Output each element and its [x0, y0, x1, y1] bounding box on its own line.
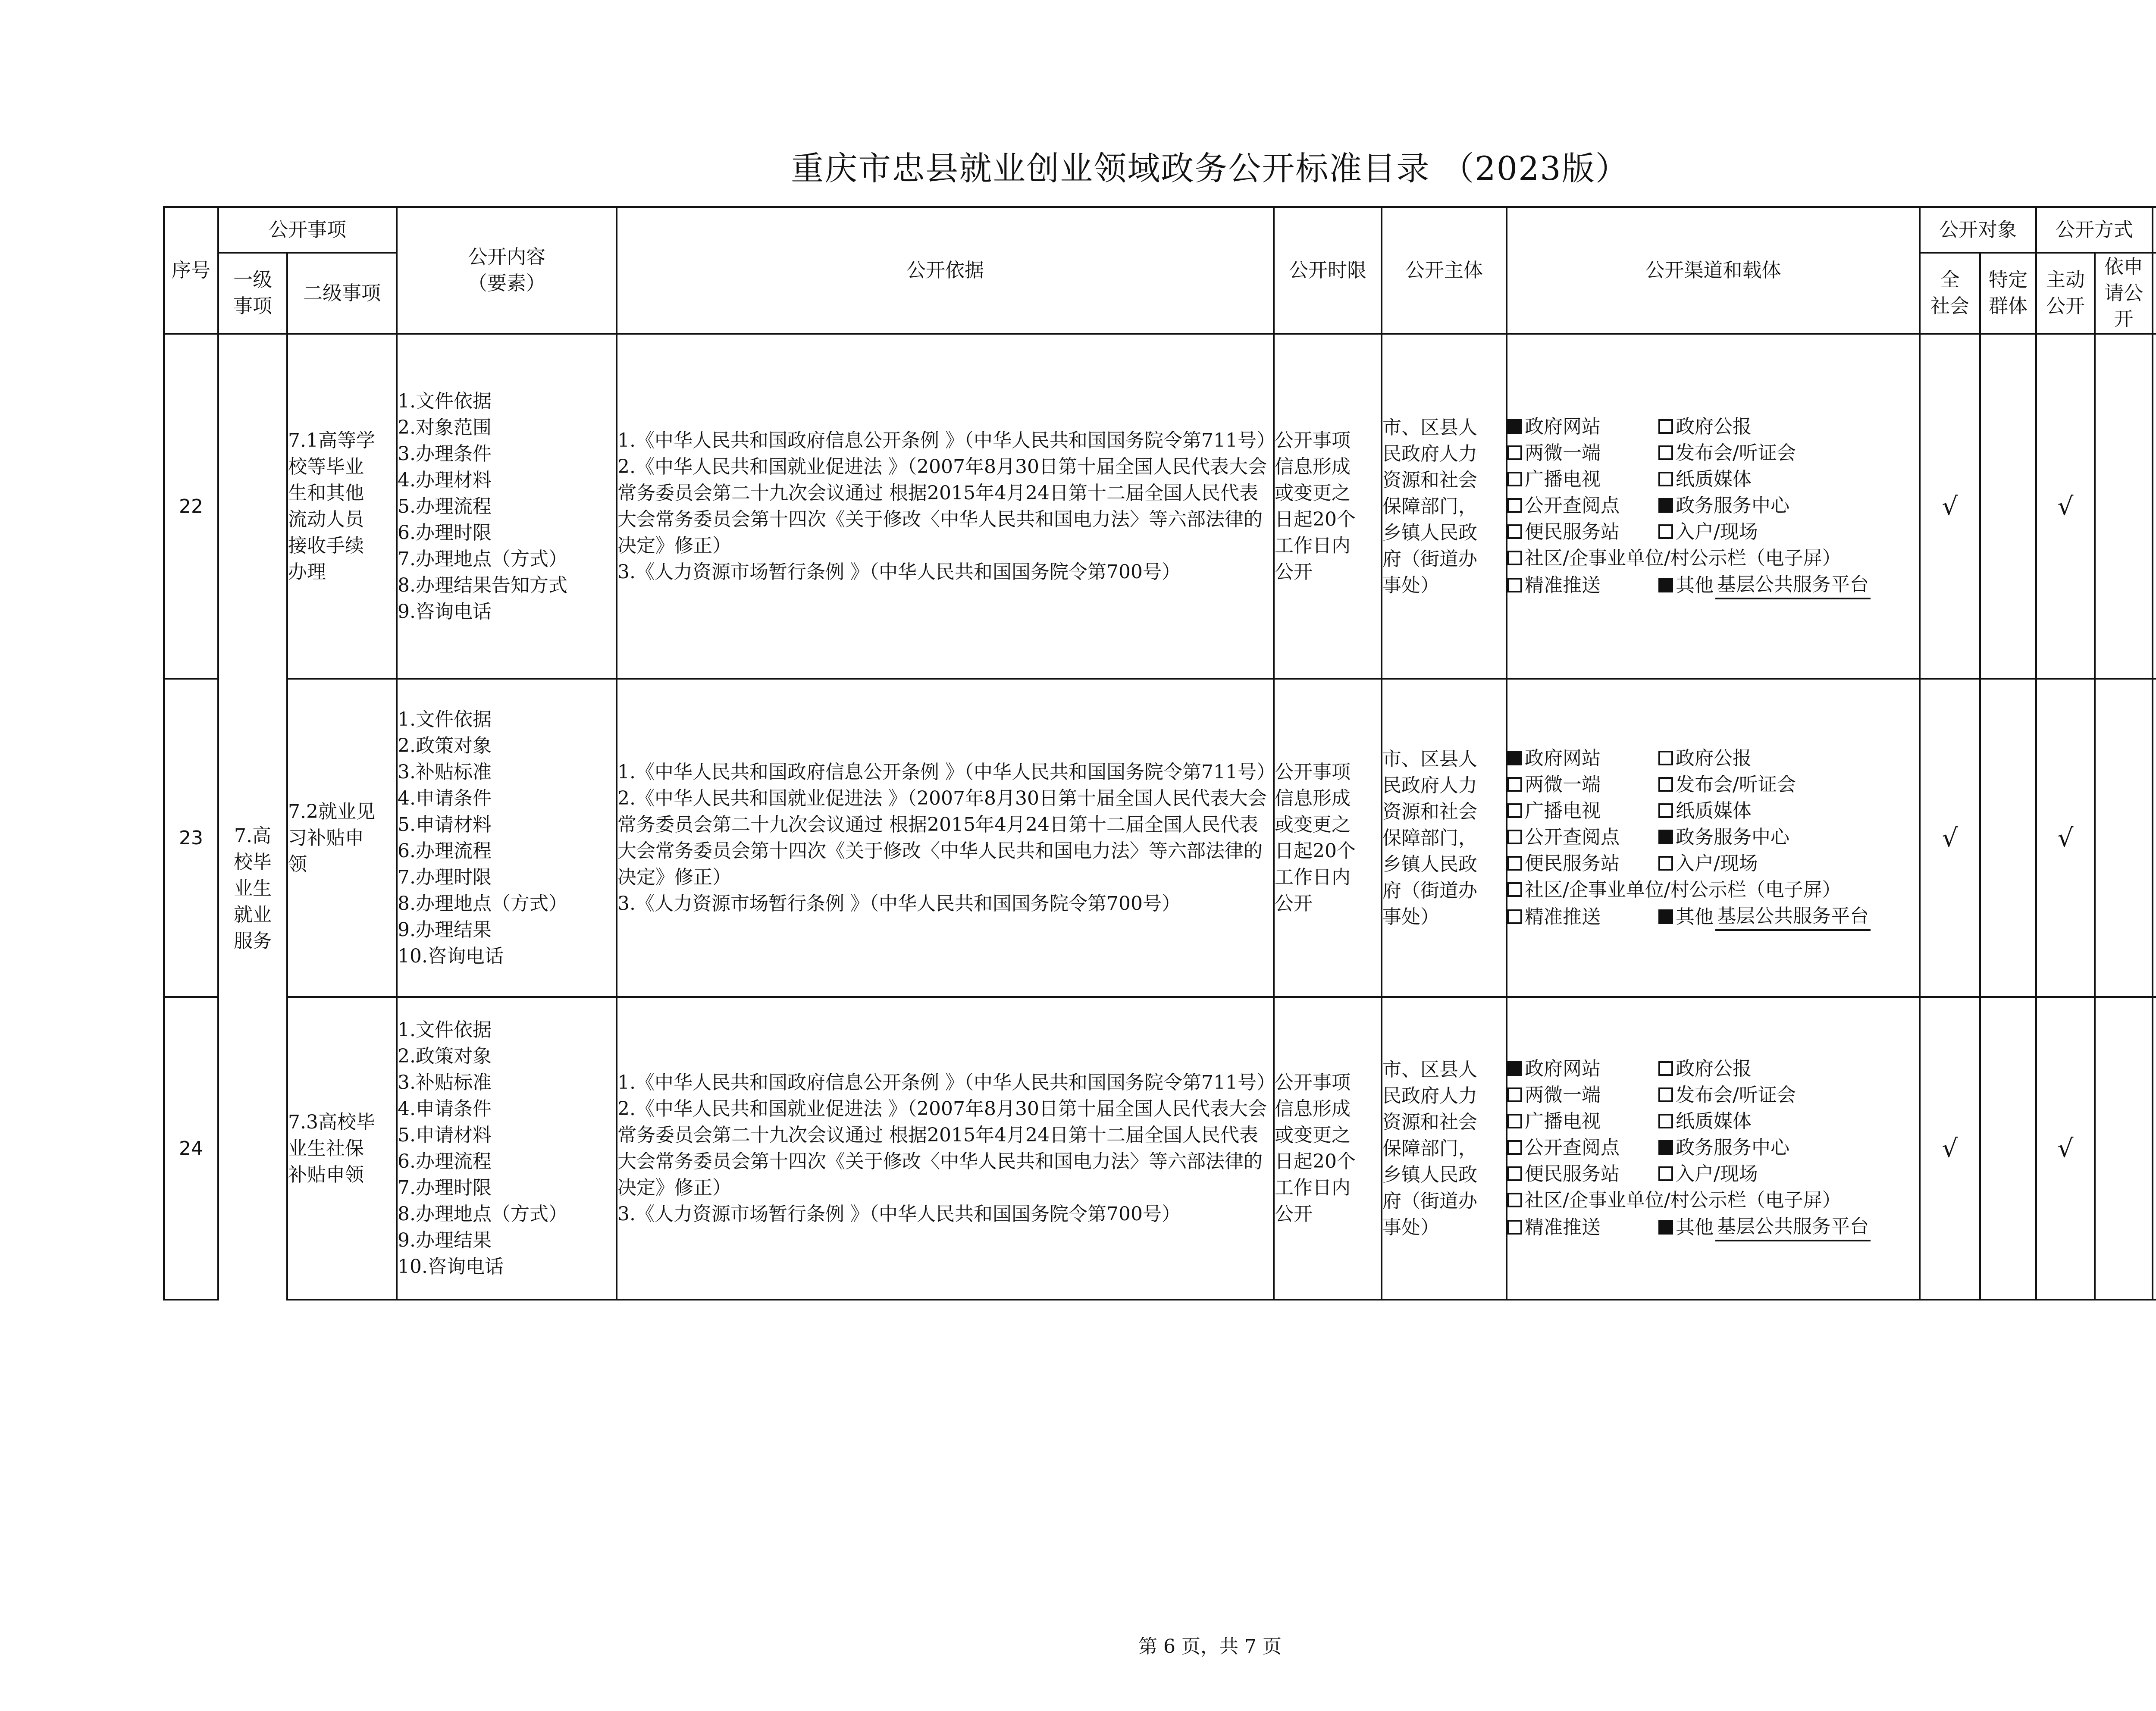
channel-option	[1658, 745, 1752, 771]
header-channel: 公开渠道和载体	[1507, 207, 1920, 334]
line: 2.政策对象	[398, 735, 492, 757]
channel-row	[1507, 414, 1919, 440]
line: 1.《中华人民共和国政府信息公开条例 》（中华人民共和国国务院令第711号）	[617, 1072, 1275, 1094]
line: 工作日内	[1275, 535, 1351, 557]
channel-row	[1507, 466, 1919, 492]
unchecked-box-icon	[1507, 909, 1522, 924]
line: 或变更之	[1275, 482, 1351, 504]
channel-label: 社区/企事业单位/村公示栏（电子屏）	[1525, 547, 1841, 569]
channel-label: 发布会/听证会	[1676, 442, 1796, 464]
method-active-mark: √	[2036, 997, 2095, 1300]
line: 信息形成	[1275, 1098, 1351, 1120]
channel-option	[1507, 1056, 1658, 1082]
line: 日起20个	[1275, 1150, 1356, 1172]
unchecked-box-icon	[1658, 1166, 1673, 1181]
channel-option	[1658, 466, 1752, 492]
channel-label: 精准推送	[1525, 1216, 1601, 1238]
line: 2.对象范围	[398, 416, 492, 439]
checked-box-icon	[1507, 1061, 1522, 1076]
channel-label: 其他	[1676, 574, 1714, 596]
channel-label: 其他	[1676, 1216, 1714, 1238]
line: 市、区县人	[1382, 1058, 1478, 1081]
line: 事处）	[1382, 906, 1440, 928]
checked-box-icon	[1658, 1140, 1673, 1155]
level2-item	[287, 679, 397, 997]
channel-row	[1507, 850, 1919, 877]
channel-option	[1658, 903, 1871, 931]
unchecked-box-icon	[1507, 1193, 1522, 1207]
channel-label: 两微一端	[1525, 773, 1601, 796]
header-method-request: 依申 请公 开	[2095, 253, 2153, 334]
header-level-county	[2153, 253, 2156, 334]
line: 市、区县人	[1382, 416, 1478, 439]
line: 府（街道办	[1382, 1190, 1478, 1212]
channel-row	[1507, 440, 1919, 466]
line: 2.政策对象	[398, 1045, 492, 1067]
channel-row	[1507, 1108, 1919, 1134]
channel-option	[1507, 492, 1658, 519]
line: 信息形成	[1275, 787, 1351, 809]
line: 民政府人力	[1382, 774, 1478, 796]
channel-row	[1507, 771, 1919, 798]
level-county-mark	[2153, 997, 2156, 1300]
line: 10.咨询电话	[398, 945, 504, 967]
header-content: 公开内容 （要素）	[397, 207, 617, 334]
header-item-level2: 二级事项	[287, 253, 397, 334]
header-method-group: 公开方式	[2036, 207, 2153, 253]
channel-row	[1507, 519, 1919, 545]
target-specific-mark	[1980, 679, 2036, 997]
line: 府（街道办	[1382, 548, 1478, 570]
line: 就业	[234, 903, 272, 926]
channel-option	[1507, 440, 1658, 466]
unchecked-box-icon	[1507, 1166, 1522, 1181]
checked-box-icon	[1507, 419, 1522, 434]
channel-row	[1507, 1161, 1919, 1187]
line: 7.办理地点（方式）	[398, 548, 567, 570]
header-item-level1: 一级 事项	[218, 253, 287, 334]
line: 保障部门，	[1382, 1137, 1478, 1159]
header-subject: 公开主体	[1382, 207, 1507, 334]
level2-item	[287, 997, 397, 1300]
channel-row	[1507, 824, 1919, 850]
line: 7.2就业见	[288, 800, 375, 823]
channel-label: 便民服务站	[1525, 852, 1620, 874]
unchecked-box-icon	[1507, 445, 1522, 460]
line: 日起20个	[1275, 508, 1356, 530]
subject	[1382, 334, 1507, 679]
channel-option	[1507, 850, 1658, 877]
channel-option	[1507, 798, 1658, 824]
header-level-group	[2153, 207, 2156, 253]
method-request-mark	[2095, 997, 2153, 1300]
table-row	[164, 679, 2156, 997]
line: 公开	[1275, 1203, 1313, 1225]
channel-option	[1507, 466, 1658, 492]
channel-label: 两微一端	[1525, 442, 1601, 464]
line: 事处）	[1382, 574, 1440, 596]
channel-option	[1658, 1082, 1796, 1108]
line: 事处）	[1382, 1216, 1440, 1238]
channel-label: 入户/现场	[1676, 1163, 1758, 1185]
line: 3.《人力资源市场暂行条例 》（中华人民共和国国务院令第700号）	[617, 561, 1181, 583]
line: 4.办理材料	[398, 469, 492, 491]
line: 日起20个	[1275, 840, 1356, 862]
line: 3.《人力资源市场暂行条例 》（中华人民共和国国务院令第700号）	[617, 893, 1181, 915]
line: 补贴申领	[288, 1163, 364, 1186]
channel-label: 政务服务中心	[1676, 826, 1790, 848]
line: 流动人员	[288, 508, 364, 530]
channel-label: 广播电视	[1525, 1110, 1601, 1132]
checked-box-icon	[1507, 751, 1522, 765]
line: 4.申请条件	[398, 1098, 492, 1120]
line: 10.咨询电话	[398, 1256, 504, 1278]
line: 乡镇人民政	[1382, 521, 1478, 544]
channel-option	[1658, 492, 1789, 519]
channel-label: 政府公报	[1676, 747, 1752, 769]
unchecked-box-icon	[1658, 419, 1673, 434]
channel-option	[1507, 1134, 1658, 1161]
method-active-mark: √	[2036, 679, 2095, 997]
unchecked-box-icon	[1507, 578, 1522, 592]
unchecked-box-icon	[1507, 777, 1522, 792]
line: 公开事项	[1275, 429, 1351, 451]
channel-label: 其他	[1676, 906, 1714, 928]
line: 业生社保	[288, 1137, 364, 1159]
target-specific-mark	[1980, 997, 2036, 1300]
line: 市、区县人	[1382, 748, 1478, 770]
channel-label: 政务服务中心	[1676, 494, 1790, 517]
header-target-specific: 特定 群体	[1980, 253, 2036, 334]
header-seq: 序号	[164, 207, 218, 334]
channel-option	[1507, 771, 1658, 798]
channel-row	[1507, 1056, 1919, 1082]
unchecked-box-icon	[1658, 803, 1673, 818]
channel-label: 政府网站	[1525, 415, 1601, 438]
row-number: 22	[164, 334, 218, 679]
channel-row	[1507, 492, 1919, 519]
channel-option	[1658, 1161, 1758, 1187]
line: 1.《中华人民共和国政府信息公开条例 》（中华人民共和国国务院令第711号）	[617, 429, 1275, 451]
channel-option	[1507, 1082, 1658, 1108]
line: 生和其他	[288, 482, 364, 504]
unchecked-box-icon	[1507, 803, 1522, 818]
row-number: 24	[164, 997, 218, 1300]
line: 资源和社会	[1382, 800, 1478, 823]
subject	[1382, 679, 1507, 997]
channel-label: 便民服务站	[1525, 520, 1620, 543]
channel-label: 精准推送	[1525, 574, 1601, 596]
line: 公开	[1275, 561, 1313, 583]
line: 资源和社会	[1382, 1111, 1478, 1133]
channel-row	[1507, 1082, 1919, 1108]
line: 3.补贴标准	[398, 761, 492, 783]
channel-label: 公开查阅点	[1525, 1136, 1620, 1159]
channel-row	[1507, 745, 1919, 771]
unchecked-box-icon	[1658, 445, 1673, 460]
channel-option	[1658, 440, 1796, 466]
line: 资源和社会	[1382, 469, 1478, 491]
line: 服务	[234, 930, 272, 952]
line: 6.办理流程	[398, 1150, 492, 1172]
line: 府（街道办	[1382, 879, 1478, 902]
unchecked-box-icon	[1507, 830, 1522, 844]
method-request-mark	[2095, 679, 2153, 997]
method-active-mark: √	[2036, 334, 2095, 679]
line: 乡镇人民政	[1382, 1163, 1478, 1186]
line: 7.3高校毕	[288, 1111, 375, 1133]
line: 办理	[288, 561, 326, 583]
channel-label: 两微一端	[1525, 1084, 1601, 1106]
catalog-table	[163, 206, 2156, 1300]
basis	[617, 334, 1274, 679]
time-limit	[1274, 997, 1382, 1300]
header-method-active: 主动 公开	[2036, 253, 2095, 334]
header-target-group: 公开对象	[1920, 207, 2036, 253]
table-row	[164, 334, 2156, 679]
unchecked-box-icon	[1658, 1114, 1673, 1128]
line: 校等毕业	[288, 456, 364, 478]
unchecked-box-icon	[1507, 1220, 1522, 1235]
line: 1.文件依据	[398, 1019, 492, 1041]
channel-option	[1658, 798, 1752, 824]
line: 或变更之	[1275, 814, 1351, 836]
line: 9.办理结果	[398, 1229, 492, 1251]
content-elements	[397, 679, 617, 997]
line: 8.办理地点（方式）	[398, 893, 567, 915]
line: 校毕	[234, 851, 272, 873]
channels	[1507, 334, 1920, 679]
header-time-limit: 公开时限	[1274, 207, 1382, 334]
page-title: 重庆市忠县就业创业领域政务公开标准目录 （2023版）	[791, 149, 1629, 188]
channel-option	[1507, 1161, 1658, 1187]
unchecked-box-icon	[1658, 1061, 1673, 1076]
line: 7.高	[234, 824, 271, 847]
line: 业生	[234, 877, 272, 899]
unchecked-box-icon	[1507, 882, 1522, 897]
checked-box-icon	[1658, 578, 1673, 592]
line: 5.办理流程	[398, 495, 492, 517]
channel-option	[1507, 903, 1658, 931]
unchecked-box-icon	[1507, 551, 1522, 565]
channel-option	[1507, 877, 1841, 903]
line: 3.办理条件	[398, 442, 492, 465]
method-request-mark	[2095, 334, 2153, 679]
unchecked-box-icon	[1658, 1087, 1673, 1102]
target-all-mark: √	[1920, 997, 1980, 1300]
channel-label: 政府公报	[1676, 1057, 1752, 1080]
line: 工作日内	[1275, 866, 1351, 888]
line: 7.办理时限	[398, 1177, 492, 1199]
channel-option	[1658, 1108, 1752, 1134]
checked-box-icon	[1658, 498, 1673, 513]
basis	[617, 997, 1274, 1300]
line: 1.《中华人民共和国政府信息公开条例 》（中华人民共和国国务院令第711号）	[617, 761, 1275, 783]
channel-label: 广播电视	[1525, 799, 1601, 822]
level-county-mark	[2153, 334, 2156, 679]
line: 6.办理流程	[398, 840, 492, 862]
line: 7.办理时限	[398, 866, 492, 888]
line: 民政府人力	[1382, 442, 1478, 465]
channel-other-value: 基层公共服务平台	[1715, 1213, 1871, 1241]
line: 1.文件依据	[398, 708, 492, 730]
unchecked-box-icon	[1507, 524, 1522, 539]
channel-other-value: 基层公共服务平台	[1715, 571, 1871, 599]
time-limit	[1274, 679, 1382, 997]
line: 乡镇人民政	[1382, 853, 1478, 875]
level1-item	[218, 334, 287, 1300]
checked-box-icon	[1658, 909, 1673, 924]
channel-label: 公开查阅点	[1525, 494, 1620, 517]
line: 工作日内	[1275, 1177, 1351, 1199]
line: 领	[288, 853, 307, 875]
channel-option	[1658, 571, 1871, 599]
channel-option	[1507, 414, 1658, 440]
unchecked-box-icon	[1658, 524, 1673, 539]
line: 7.1高等学	[288, 429, 375, 451]
channel-option	[1507, 824, 1658, 850]
channel-option	[1658, 1056, 1752, 1082]
channel-option	[1507, 545, 1841, 571]
channel-row	[1507, 1187, 1919, 1213]
line: 民政府人力	[1382, 1084, 1478, 1107]
channel-option	[1658, 824, 1789, 850]
line: 3.《人力资源市场暂行条例 》（中华人民共和国国务院令第700号）	[617, 1203, 1181, 1225]
channel-option	[1658, 771, 1796, 798]
line: 公开事项	[1275, 1072, 1351, 1094]
target-specific-mark	[1980, 334, 2036, 679]
line: 6.办理时限	[398, 521, 492, 544]
channel-label: 纸质媒体	[1676, 468, 1752, 490]
channel-option	[1507, 1108, 1658, 1134]
channel-label: 政府公报	[1676, 415, 1752, 438]
line: 9.咨询电话	[398, 600, 492, 623]
line: 4.申请条件	[398, 787, 492, 809]
checked-box-icon	[1658, 830, 1673, 844]
unchecked-box-icon	[1658, 751, 1673, 765]
channel-option	[1507, 745, 1658, 771]
channel-option	[1507, 571, 1658, 599]
unchecked-box-icon	[1507, 498, 1522, 513]
line: 信息形成	[1275, 456, 1351, 478]
unchecked-box-icon	[1507, 472, 1522, 486]
line: 接收手续	[288, 535, 364, 557]
unchecked-box-icon	[1658, 856, 1673, 871]
channel-option	[1507, 1187, 1841, 1213]
channel-row	[1507, 877, 1919, 903]
checked-box-icon	[1658, 1220, 1673, 1235]
channels	[1507, 679, 1920, 997]
channel-option	[1658, 519, 1758, 545]
channel-label: 发布会/听证会	[1676, 773, 1796, 796]
channel-label: 入户/现场	[1676, 852, 1758, 874]
line: 或变更之	[1275, 1124, 1351, 1146]
channel-row	[1507, 1213, 1919, 1241]
channel-option	[1507, 519, 1658, 545]
channel-label: 发布会/听证会	[1676, 1084, 1796, 1106]
channel-label: 纸质媒体	[1676, 799, 1752, 822]
unchecked-box-icon	[1507, 1140, 1522, 1155]
target-all-mark: √	[1920, 679, 1980, 997]
unchecked-box-icon	[1658, 472, 1673, 486]
channel-label: 公开查阅点	[1525, 826, 1620, 848]
channel-other-value: 基层公共服务平台	[1715, 903, 1871, 931]
channel-row	[1507, 571, 1919, 599]
line: 公开	[1275, 893, 1313, 915]
content-elements	[397, 334, 617, 679]
channel-option	[1658, 1134, 1789, 1161]
channel-label: 社区/企事业单位/村公示栏（电子屏）	[1525, 1189, 1841, 1211]
line: 2.《中华人民共和国就业促进法 》（2007年8月30日第十届全国人民代表大会常务委员会第二十九次会议通过 根据2015年4月24日第十二届全国人民代表大会常务委员会第十四次《关于修改〈中华人民共和国电力法〉等六部法律的决定》修正）	[617, 787, 1267, 888]
line: 习补贴申	[288, 827, 364, 849]
row-number: 23	[164, 679, 218, 997]
line: 9.办理结果	[398, 919, 492, 941]
channel-label: 精准推送	[1525, 906, 1601, 928]
table-row	[164, 997, 2156, 1300]
content-elements	[397, 997, 617, 1300]
channel-label: 广播电视	[1525, 468, 1601, 490]
line: 保障部门，	[1382, 495, 1478, 517]
level2-item	[287, 334, 397, 679]
page-footer: 第 6 页，共 7 页	[1138, 1636, 1282, 1658]
channel-label: 便民服务站	[1525, 1163, 1620, 1185]
line: 3.补贴标准	[398, 1072, 492, 1094]
channel-row	[1507, 798, 1919, 824]
header-target-all: 全 社会	[1920, 253, 1980, 334]
line: 1.文件依据	[398, 390, 492, 412]
line: 5.申请材料	[398, 1124, 492, 1146]
basis	[617, 679, 1274, 997]
unchecked-box-icon	[1658, 777, 1673, 792]
header-item-group: 公开事项	[218, 207, 397, 253]
channel-label: 政务服务中心	[1676, 1136, 1790, 1159]
channel-row	[1507, 1134, 1919, 1161]
line: 8.办理地点（方式）	[398, 1203, 567, 1225]
target-all-mark: √	[1920, 334, 1980, 679]
channels	[1507, 997, 1920, 1300]
unchecked-box-icon	[1507, 856, 1522, 871]
line: 公开事项	[1275, 761, 1351, 783]
subject	[1382, 997, 1507, 1300]
line: 2.《中华人民共和国就业促进法 》（2007年8月30日第十届全国人民代表大会常务委员会第二十九次会议通过 根据2015年4月24日第十二届全国人民代表大会常务委员会第十四次《关于修改〈中华人民共和国电力法〉等六部法律的决定》修正）	[617, 456, 1267, 557]
line: 5.申请材料	[398, 814, 492, 836]
channel-label: 社区/企事业单位/村公示栏（电子屏）	[1525, 878, 1841, 901]
channel-row	[1507, 545, 1919, 571]
channel-label: 纸质媒体	[1676, 1110, 1752, 1132]
channel-option	[1658, 850, 1758, 877]
time-limit	[1274, 334, 1382, 679]
level-county-mark	[2153, 679, 2156, 997]
channel-label: 入户/现场	[1676, 520, 1758, 543]
channel-label: 政府网站	[1525, 1057, 1601, 1080]
channel-option	[1658, 414, 1752, 440]
channel-option	[1507, 1213, 1658, 1241]
line: 保障部门，	[1382, 827, 1478, 849]
channel-option	[1658, 1213, 1871, 1241]
channel-label: 政府网站	[1525, 747, 1601, 769]
channel-row	[1507, 903, 1919, 931]
unchecked-box-icon	[1507, 1087, 1522, 1102]
line: 8.办理结果告知方式	[398, 574, 567, 596]
header-basis: 公开依据	[617, 207, 1274, 334]
line: 2.《中华人民共和国就业促进法 》（2007年8月30日第十届全国人民代表大会常务委员会第二十九次会议通过 根据2015年4月24日第十二届全国人民代表大会常务委员会第十四次《关于修改〈中华人民共和国电力法〉等六部法律的决定》修正）	[617, 1098, 1267, 1199]
unchecked-box-icon	[1507, 1114, 1522, 1128]
